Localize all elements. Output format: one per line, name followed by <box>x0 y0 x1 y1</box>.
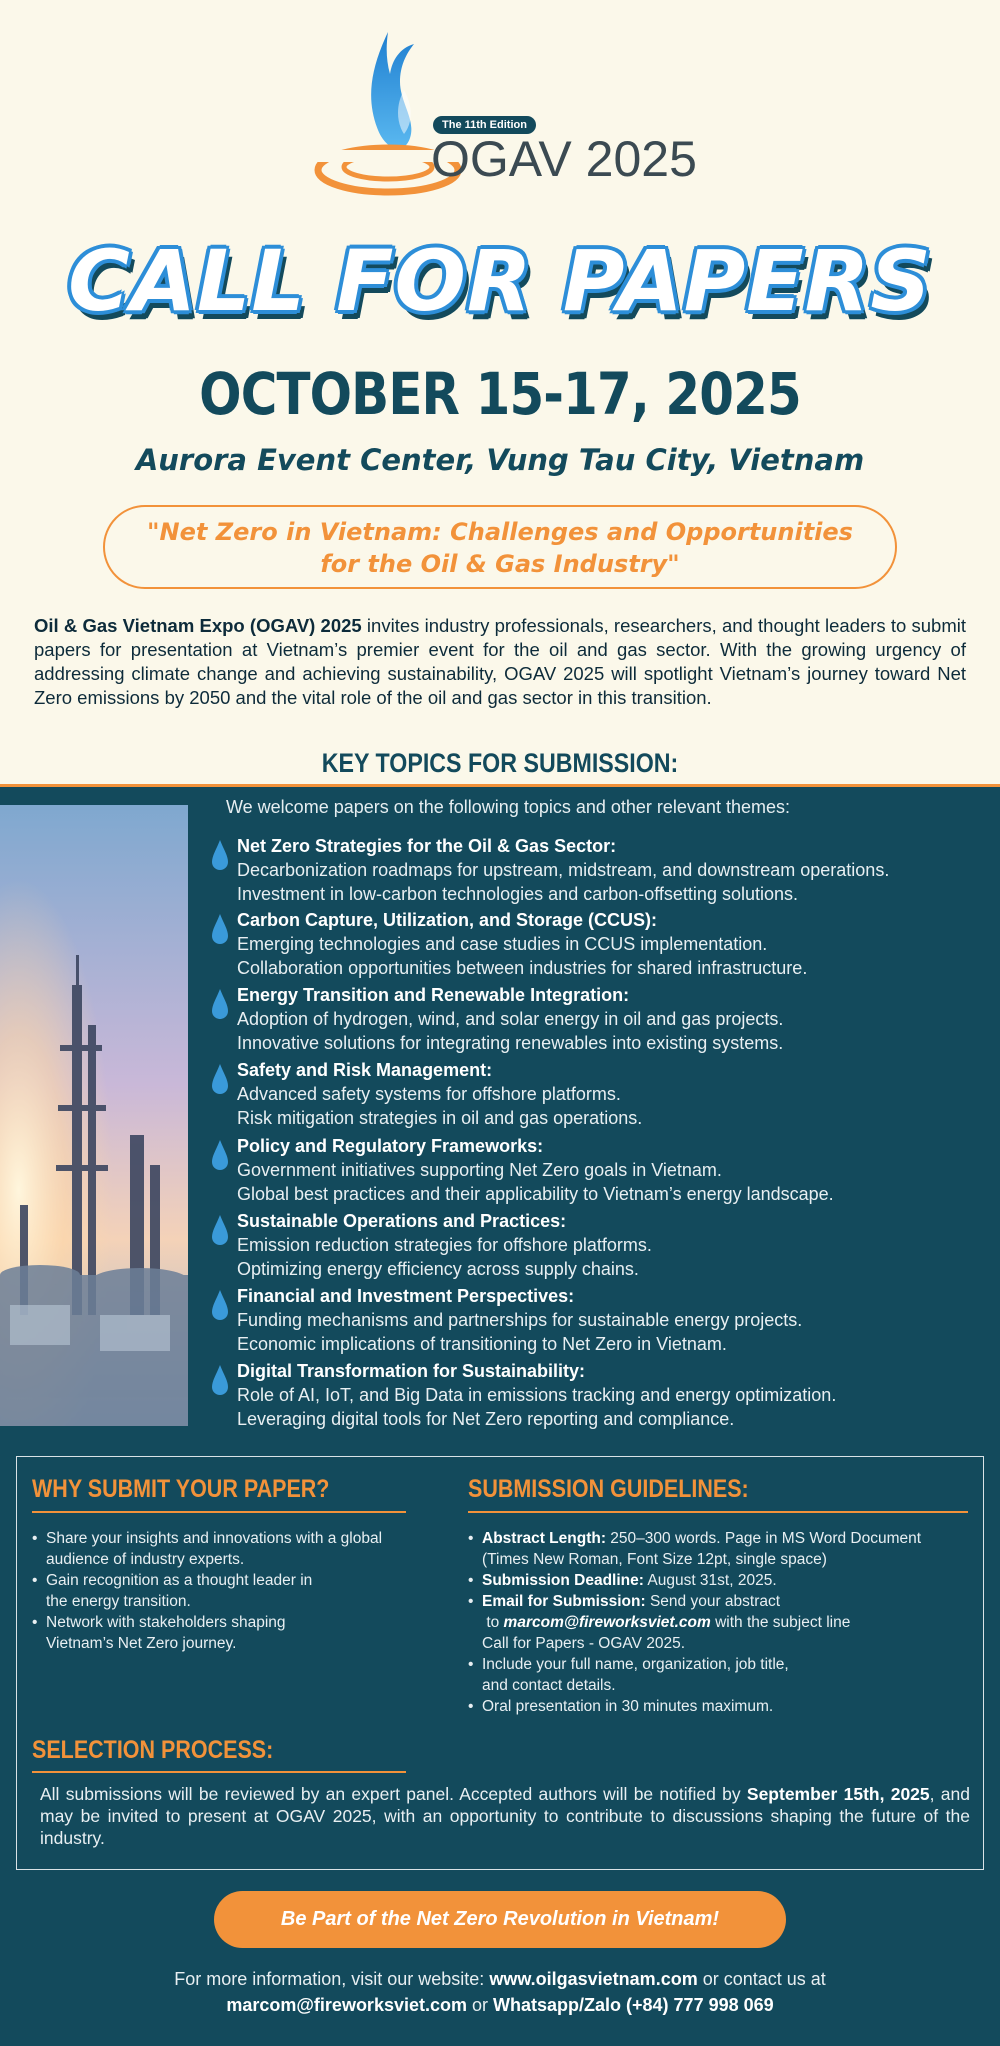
topics-intro: We welcome papers on the following topics and other relevant themes: <box>226 797 790 817</box>
topic-line: Adoption of hydrogen, wind, and solar energy in oil and gas projects. <box>237 1009 784 1029</box>
why-submit-heading: WHY SUBMIT YOUR PAPER? <box>32 1475 330 1503</box>
guidelines-underline <box>468 1511 968 1513</box>
list-item: • Email for Submission: Send your abstract to marcom@fireworksviet.com with the subject line Call for Papers - OGAV 2025. <box>468 1591 921 1654</box>
intro-bold: Oil & Gas Vietnam Expo (OGAV) 2025 <box>34 615 362 636</box>
topic-title: Carbon Capture, Utilization, and Storage (CCUS): <box>237 910 658 930</box>
refinery-image <box>0 805 188 1426</box>
divider <box>0 784 1000 787</box>
cta-button[interactable]: Be Part of the Net Zero Revolution in Vietnam! <box>214 1891 786 1948</box>
list-item: • Share your insights and innovations with a global audience of industry experts. <box>32 1528 382 1570</box>
footer-line-1: For more information, visit our website: www.oilgasvietnam.com or contact us at <box>174 1969 826 1989</box>
topic-line: Global best practices and their applicability to Vietnam’s energy landscape. <box>237 1184 834 1204</box>
selection-underline <box>32 1771 406 1773</box>
contact-email-link[interactable]: marcom@fireworksviet.com <box>226 1995 467 2015</box>
topic-line: Advanced safety systems for offshore platforms. <box>237 1084 621 1104</box>
list-item: • Network with stakeholders shaping Vietnam’s Net Zero journey. <box>32 1612 382 1654</box>
page-title: CALL FOR PAPERS <box>68 232 932 330</box>
intro-paragraph <box>34 614 966 710</box>
submission-email-link[interactable]: marcom@fireworksviet.com <box>503 1614 711 1631</box>
topic-line: Decarbonization roadmaps for upstream, midstream, and downstream operations. <box>237 860 890 880</box>
guidelines-heading: SUBMISSION GUIDELINES: <box>468 1475 749 1503</box>
topic-line: Innovative solutions for integrating renewables into existing systems. <box>237 1033 784 1053</box>
list-item: • Abstract Length: 250–300 words. Page in MS Word Document (Times New Roman, Font Size 12pt, single space) <box>468 1528 921 1570</box>
water-drop-bullet-icon <box>212 914 228 944</box>
why-submit-underline <box>32 1511 406 1513</box>
theme-banner <box>103 505 897 589</box>
water-drop-bullet-icon <box>212 1064 228 1094</box>
topic-line: Investment in low-carbon technologies and carbon-offsetting solutions. <box>237 884 798 904</box>
topic-title: Energy Transition and Renewable Integration: <box>237 985 630 1005</box>
topic-line: Leveraging digital tools for Net Zero reporting and compliance. <box>237 1409 735 1429</box>
edition-badge: The 11th Edition <box>433 116 536 134</box>
list-item: • Oral presentation in 30 minutes maximum. <box>468 1696 921 1717</box>
water-drop-bullet-icon <box>212 1215 228 1245</box>
topic-line: Emission reduction strategies for offshore platforms. <box>237 1235 652 1255</box>
topic-line: Risk mitigation strategies in oil and gas operations. <box>237 1108 643 1128</box>
whatsapp-contact[interactable]: Whatsapp/Zalo (+84) 777 998 069 <box>493 1995 774 2015</box>
topic-title: Sustainable Operations and Practices: <box>237 1211 567 1231</box>
list-item: • Submission Deadline: August 31st, 2025. <box>468 1570 921 1591</box>
topic-line: Government initiatives supporting Net Zero goals in Vietnam. <box>237 1160 722 1180</box>
topic-line: Funding mechanisms and partnerships for sustainable energy projects. <box>237 1310 803 1330</box>
event-venue: Aurora Event Center, Vung Tau City, Vietnam <box>135 443 865 477</box>
key-topics-heading: KEY TOPICS FOR SUBMISSION: <box>321 748 679 778</box>
topic-line: Economic implications of transitioning to Net Zero in Vietnam. <box>237 1334 727 1354</box>
website-link[interactable]: www.oilgasvietnam.com <box>489 1969 698 1989</box>
list-item: • Include your full name, organization, job title, and contact details. <box>468 1654 921 1696</box>
topic-title: Policy and Regulatory Frameworks: <box>237 1136 544 1156</box>
intro-text: invites industry professionals, researchers, and thought leaders to submit papers for presentation at Vietnam’s premier event for the oil and gas sector. With the growing urgency of addressing climate change and achieving sustainability, OGAV 2025 will spotlight Vietnam’s journey toward Net Zero emissions by 2050 and the vital role of the oil and gas sector in this transition. <box>34 615 966 708</box>
theme-line-1: "Net Zero in Vietnam: Challenges and Opportunities <box>147 518 853 546</box>
selection-heading: SELECTION PROCESS: <box>32 1736 274 1764</box>
list-item: • Gain recognition as a thought leader in the energy transition. <box>32 1570 382 1612</box>
topic-title: Safety and Risk Management: <box>237 1060 493 1080</box>
header-section <box>0 0 1000 786</box>
topic-title: Financial and Investment Perspectives: <box>237 1286 575 1306</box>
event-dates: OCTOBER 15-17, 2025 <box>199 360 801 428</box>
topic-title: Digital Transformation for Sustainability: <box>237 1361 586 1381</box>
ogav-logo <box>300 30 720 220</box>
why-submit-list <box>32 1528 382 1654</box>
guidelines-list <box>468 1528 921 1717</box>
water-drop-bullet-icon <box>212 1365 228 1395</box>
topic-line: Role of AI, IoT, and Big Data in emissions tracking and energy optimization. <box>237 1385 837 1405</box>
water-drop-bullet-icon <box>212 840 228 870</box>
logo-text: OGAV 2025 <box>431 131 697 187</box>
topic-title: Net Zero Strategies for the Oil & Gas Sector: <box>237 836 617 856</box>
water-drop-bullet-icon <box>212 1290 228 1320</box>
topic-line: Emerging technologies and case studies in CCUS implementation. <box>237 934 768 954</box>
topic-line: Optimizing energy efficiency across supply chains. <box>237 1259 639 1279</box>
topic-line: Collaboration opportunities between industries for shared infrastructure. <box>237 958 808 978</box>
water-drop-bullet-icon <box>212 989 228 1019</box>
selection-paragraph: All submissions will be reviewed by an expert panel. Accepted authors will be notified by September 15th, 2025, and may be invited to present at OGAV 2025, with an opportunity to contribute to discussions shaping the future of the industry. <box>40 1784 970 1848</box>
footer-line-2: marcom@fireworksviet.com or Whatsapp/Zalo (+84) 777 998 069 <box>226 1995 774 2015</box>
footer <box>0 1966 1000 2018</box>
water-drop-bullet-icon <box>212 1140 228 1170</box>
theme-line-2: for the Oil & Gas Industry" <box>320 550 680 578</box>
